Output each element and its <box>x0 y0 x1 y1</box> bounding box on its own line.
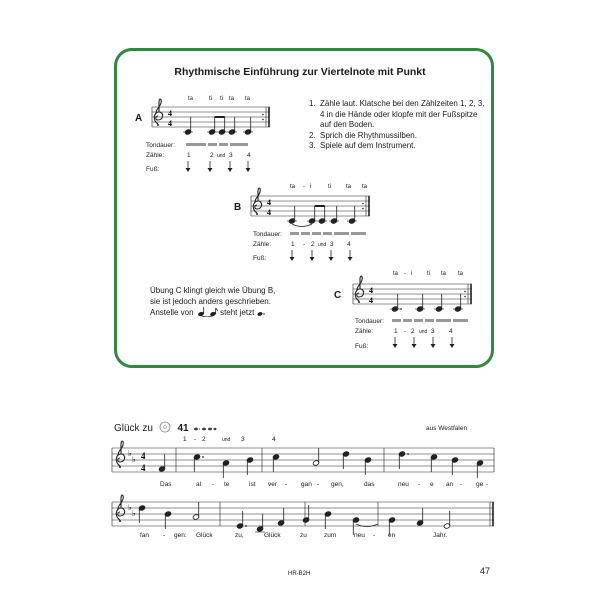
song-count: 1 <box>183 436 187 443</box>
note <box>312 448 319 466</box>
tondauer-label: Tondauer: <box>253 231 282 238</box>
count-number: 3 <box>330 241 334 248</box>
note <box>184 117 191 135</box>
note <box>330 206 337 224</box>
song-title: Glück zu 41 <box>114 421 217 434</box>
tondauer-bars-b <box>290 232 366 235</box>
staff-b <box>251 188 370 217</box>
note <box>435 294 442 312</box>
tie <box>292 224 312 227</box>
note <box>416 508 423 526</box>
note <box>256 514 263 532</box>
count-number: 2 <box>311 241 315 248</box>
svg-text:4: 4 <box>267 208 271 217</box>
note <box>430 454 437 472</box>
note <box>192 502 199 520</box>
instruction-item: 1. Zähle laut. Klatsche bei den Zählzeiten 1, 2, 3, 4 in die Hände oder klopfe mit der Fußspitze auf den Boden. <box>309 99 485 130</box>
syllable: ta <box>245 96 251 102</box>
foot-arrow-head <box>329 257 334 261</box>
lyric-syllable: gan <box>301 481 312 488</box>
exercise-b-letter: B <box>234 202 242 213</box>
lyric-syllable: e <box>430 481 434 488</box>
count-number: 1 <box>291 241 295 248</box>
count-number: 4 <box>449 328 453 335</box>
svg-text:4: 4 <box>267 198 271 207</box>
count-dash: - <box>404 328 407 335</box>
exercise-c-letter: C <box>334 290 342 301</box>
note <box>308 206 315 224</box>
svg-text:♭: ♭ <box>132 509 136 518</box>
lyric-syllable: gen: <box>174 532 187 539</box>
lyric-syllable: - <box>460 481 463 488</box>
lyric-syllable: neu <box>354 532 365 539</box>
lyric-syllable: - <box>212 481 215 488</box>
syllable: ta <box>346 184 352 190</box>
lyric-syllable: fan <box>140 532 150 539</box>
count-und: und <box>217 153 226 159</box>
syllable: ta <box>441 271 447 277</box>
note <box>222 460 229 478</box>
lyric-syllable: das <box>364 481 375 488</box>
count-number: 2 <box>411 328 415 335</box>
count-und: und <box>419 329 428 335</box>
svg-text:4: 4 <box>369 286 373 295</box>
svg-text:4: 4 <box>141 451 146 461</box>
foot-arrow-head <box>310 257 315 261</box>
lyric-syllable: zu, <box>235 532 244 539</box>
foot-arrow-head <box>228 168 233 172</box>
svg-text:4: 4 <box>168 109 172 118</box>
lyric-syllable: neu <box>398 481 409 488</box>
syllable: ti <box>209 96 212 102</box>
lyric-syllable: zu <box>300 532 307 539</box>
tondauer-bars-c <box>392 319 468 322</box>
note <box>288 206 295 224</box>
zaehle-label: Zähle: <box>253 241 272 248</box>
foot-arrow-head <box>431 344 436 348</box>
exercise-a-letter: A <box>135 113 143 124</box>
fuss-label: Fuß: <box>355 343 369 350</box>
syllable: ta <box>362 184 368 190</box>
svg-text:4: 4 <box>141 463 146 473</box>
count-dash: - <box>303 241 306 248</box>
lyric-syllable: al <box>196 481 202 488</box>
foot-arrow-head <box>412 344 417 348</box>
fuss-label: Fuß: <box>146 166 160 173</box>
syllable: ta <box>290 184 296 190</box>
fuss-label: Fuß: <box>253 255 267 262</box>
syllable: ti <box>427 271 430 277</box>
lyric-syllable: zum <box>324 532 337 539</box>
note <box>218 117 225 135</box>
note <box>416 294 423 312</box>
footer-code: HR-B2H <box>288 571 311 577</box>
note <box>318 206 325 224</box>
lyric-syllable: Das <box>160 481 172 488</box>
foot-arrow-head <box>348 257 353 261</box>
svg-text:♭: ♭ <box>128 503 132 512</box>
lyric-syllable: en <box>388 532 396 539</box>
lyric-syllable: Glück <box>264 532 281 539</box>
zaehle-label: Zähle: <box>355 328 374 335</box>
song-count: 3 <box>241 436 245 443</box>
foot-arrow-head <box>393 344 398 348</box>
count-number: 2 <box>210 152 214 159</box>
syllable: ta <box>188 96 194 102</box>
foot-arrow-head <box>208 168 213 172</box>
count-und: und <box>318 242 327 248</box>
syllable: ti <box>328 184 331 190</box>
lyric-syllable: - <box>317 481 320 488</box>
note <box>277 508 284 526</box>
count-number: 1 <box>394 328 398 335</box>
lyric-syllable: Jahr. <box>433 532 448 539</box>
note <box>244 117 251 135</box>
song-count: 4 <box>272 436 276 443</box>
tondauer-bars-a <box>186 143 248 146</box>
count-number: 1 <box>187 152 191 159</box>
foot-arrow-head <box>290 257 295 261</box>
syllable: ta <box>393 271 399 277</box>
foot-arrow-head <box>450 344 455 348</box>
instruction-item: 3. Spiele auf dem Instrument. <box>309 141 416 151</box>
lyric-syllable: - <box>373 532 376 539</box>
song-count: - <box>194 436 197 443</box>
note <box>348 206 355 224</box>
svg-text:4: 4 <box>168 119 172 128</box>
note <box>272 454 279 472</box>
syllable: i <box>310 184 312 190</box>
note <box>391 294 401 312</box>
page-number: 47 <box>480 566 491 576</box>
count-number: 3 <box>431 328 435 335</box>
syllable: ti <box>220 96 223 102</box>
foot-arrow-head <box>186 168 191 172</box>
zaehle-label: Zähle: <box>146 152 165 159</box>
count-number: 4 <box>247 152 251 159</box>
lyric-syllable: - <box>486 481 489 488</box>
syllable: ta <box>458 271 464 277</box>
foot-arrow-head <box>246 168 251 172</box>
syllable: ta <box>229 96 235 102</box>
note-text: Übung C klingt gleich wie Übung B, sie ist jedoch anders geschrieben. Anstelle von steht jetzt <box>150 286 276 317</box>
lyric-syllable: gen, <box>331 481 344 488</box>
svg-text:♭: ♭ <box>128 449 132 458</box>
syllable: - <box>303 184 305 190</box>
note <box>193 454 203 472</box>
count-number: 4 <box>347 241 351 248</box>
svg-text:4: 4 <box>369 296 373 305</box>
syllable: - <box>404 271 406 277</box>
lyric-syllable: Glück <box>196 532 213 539</box>
lyric-syllable: - <box>163 532 166 539</box>
note <box>208 117 215 135</box>
lyric-syllable: te <box>224 481 230 488</box>
song-count: und <box>222 437 231 443</box>
lyric-syllable: - <box>418 481 421 488</box>
lyric-syllable: ist <box>249 481 256 488</box>
staff-c <box>353 276 472 305</box>
note <box>158 454 165 472</box>
lyric-syllable: ver <box>268 481 278 488</box>
song-count: 2 <box>202 436 206 443</box>
instruction-item: 2. Sprich die Rhythmussilben. <box>309 130 417 140</box>
staff-a <box>152 99 270 128</box>
tondauer-label: Tondauer: <box>355 318 384 325</box>
box-title: Rhythmische Einführung zur Viertelnote mit Punkt <box>174 66 426 78</box>
syllable: i <box>411 271 413 277</box>
lyric-syllable: - <box>285 481 288 488</box>
song-origin: aus Westfalen <box>426 425 468 432</box>
note <box>476 460 483 478</box>
lyric-syllable: an <box>446 481 454 488</box>
lyric-syllable: ge <box>476 481 484 488</box>
count-number: 3 <box>229 152 233 159</box>
note <box>228 117 235 135</box>
note <box>454 294 461 312</box>
svg-text:♭: ♭ <box>132 455 136 464</box>
tondauer-label: Tondauer: <box>146 142 175 149</box>
